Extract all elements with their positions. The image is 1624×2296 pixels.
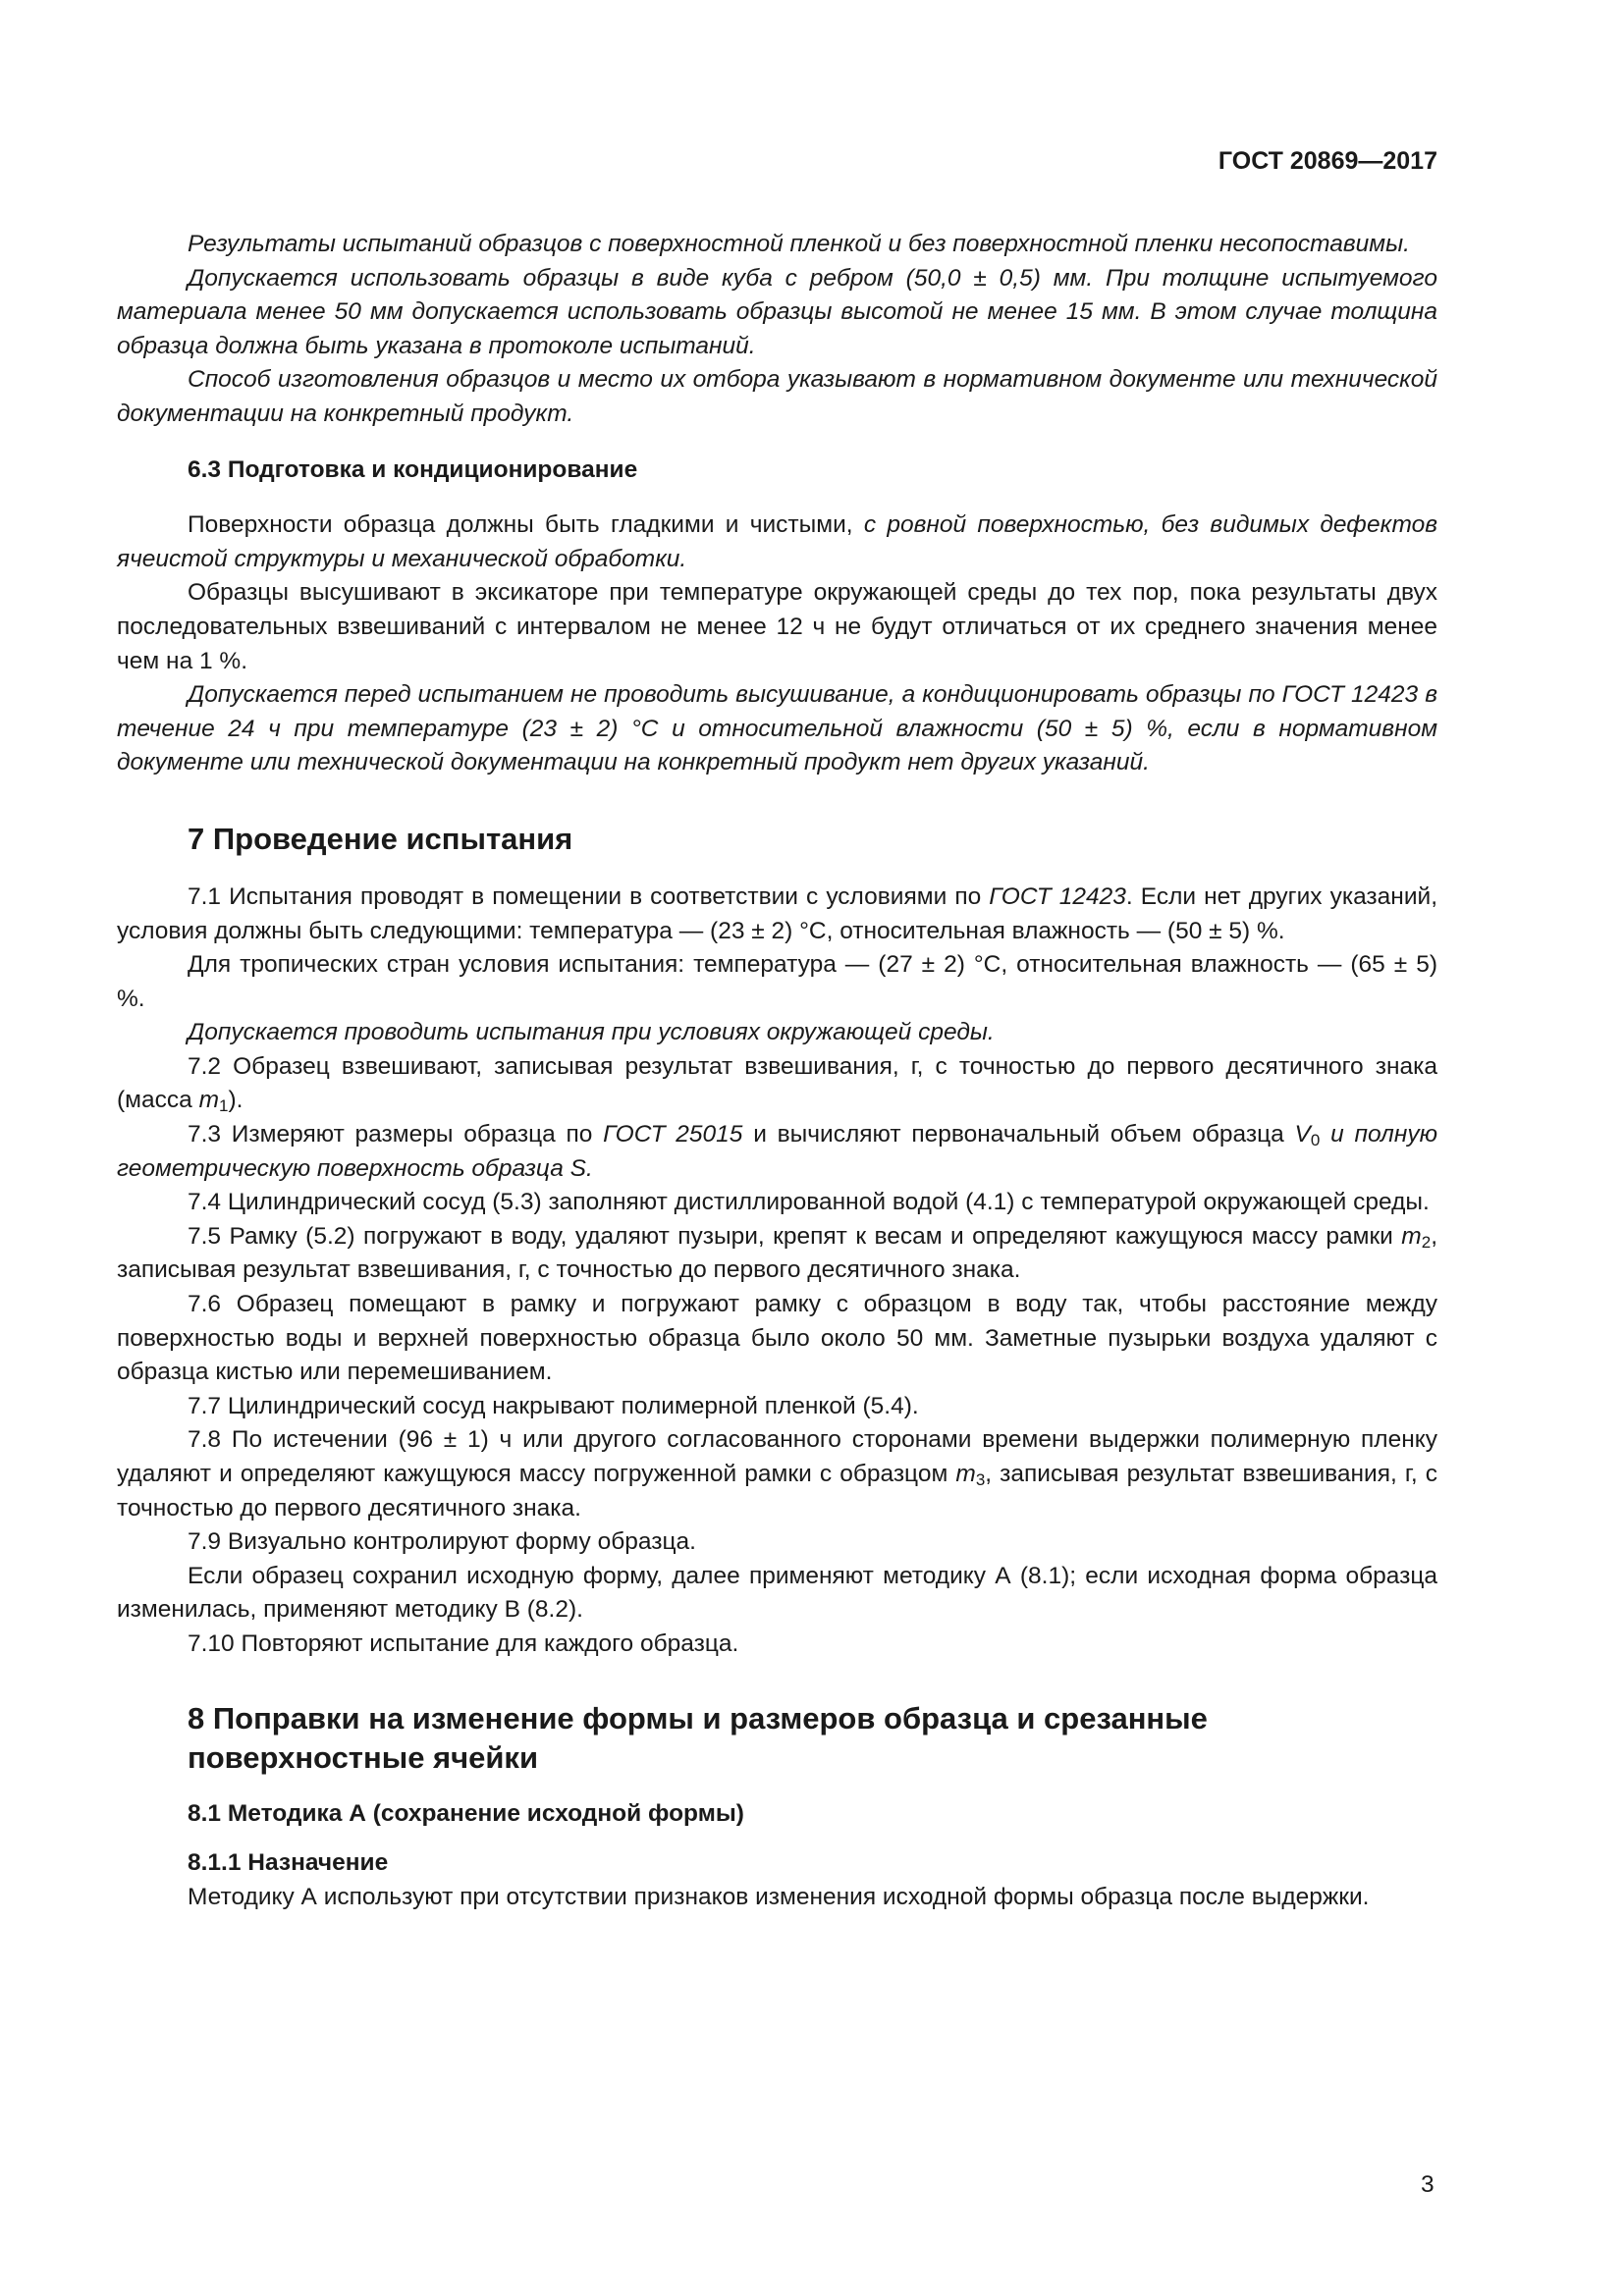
section-heading-7: 7 Проведение испытания bbox=[188, 821, 573, 856]
text-run: ). bbox=[228, 1087, 244, 1114]
symbol-m: m bbox=[198, 1087, 219, 1114]
section-heading-6-3: 6.3 Подготовка и кондиционирование bbox=[188, 455, 638, 483]
section-heading-8-1-1: 8.1.1 Назначение bbox=[188, 1849, 389, 1877]
paragraph bbox=[117, 508, 1437, 576]
text-run: 7.8 По истечении (96 ± 1) ч или другого согласованного сторонами времени выдержки полимерную пленку удаляют и определяют кажущуюся массу погруженной рамки с образцом bbox=[117, 1426, 1437, 1487]
text-run: . Если нет других указаний, условия должны быть следующими: температура — (23 ± 2) °С, относительная влажность — (50 ± 5) %. bbox=[117, 882, 1437, 944]
text-run-italic: и полную геометрическую поверхность образца S. bbox=[117, 1121, 1437, 1182]
section-heading-8-1: 8.1 Методика А (сохранение исходной формы) bbox=[188, 1799, 744, 1827]
paragraph: Способ изготовления образцов и место их отбора указывают в нормативном документе или технической документации на конкретный продукт. bbox=[117, 366, 1437, 427]
symbol-m: m bbox=[955, 1461, 976, 1487]
paragraph-7-6: 7.6 Образец помещают в рамку и погружают рамку с образцом в воду так, чтобы расстояние между поверхностью воды и верхней поверхностью образца было около 50 мм. Заметные пузырьки воздуха удаляют с образца кистью или перемешиванием. bbox=[117, 1291, 1437, 1386]
paragraph-7-7: 7.7 Цилиндрический сосуд накрывают полимерной пленкой (5.4). bbox=[188, 1392, 919, 1419]
document-code: ГОСТ 20869—2017 bbox=[1218, 147, 1437, 175]
subscript: 2 bbox=[1421, 1232, 1432, 1252]
paragraph-7-3 bbox=[117, 1118, 1437, 1186]
text-run: Поверхности образца должны быть гладкими и чистыми, bbox=[188, 511, 864, 539]
paragraph: Образцы высушивают в эксикаторе при температуре окружающей среды до тех пор, пока результаты двух последовательных взвешиваний с интервалом не менее 12 ч не будут отличаться от их среднего значения менее чем на 1 %. bbox=[117, 579, 1437, 674]
text-run-italic: с ровной поверхностью, без видимых дефектов ячеистой структуры и механической обработки. bbox=[117, 511, 1437, 572]
symbol-m: m bbox=[1401, 1222, 1422, 1250]
paragraph-7-8 bbox=[117, 1423, 1437, 1525]
text-run: и вычисляют первоначальный объем образца bbox=[742, 1121, 1295, 1148]
text-run: 7.1 Испытания проводят в помещении в соответствии с условиями по bbox=[188, 882, 990, 910]
subscript: 0 bbox=[1310, 1131, 1321, 1150]
paragraph: Результаты испытаний образцов с поверхностной пленкой и без поверхностной пленки несопоставимы. bbox=[188, 231, 1410, 257]
paragraph: Для тропических стран условия испытания: температура — (27 ± 2) °С, относительная влажность — (65 ± 5) %. bbox=[117, 951, 1437, 1012]
page-number: 3 bbox=[1421, 2171, 1435, 2198]
text-run: 7.5 Рамку (5.2) погружают в воду, удаляют пузыри, крепят к весам и определяют кажущуюся массу рамки bbox=[188, 1222, 1402, 1250]
paragraph-7-5 bbox=[117, 1220, 1437, 1288]
subscript: 1 bbox=[218, 1096, 229, 1116]
page-content bbox=[117, 228, 1437, 1914]
paragraph-7-10: 7.10 Повторяют испытание для каждого образца. bbox=[188, 1629, 739, 1657]
subscript: 3 bbox=[975, 1470, 986, 1489]
paragraph: Если образец сохранил исходную форму, далее применяют методику А (8.1); если исходная форма образца изменилась, применяют методику В (8.2). bbox=[117, 1562, 1437, 1624]
section-heading-8: 8 Поправки на изменение формы и размеров образца и срезанные поверхностные ячейки bbox=[188, 1700, 1208, 1775]
text-run: 7.3 Измеряют размеры образца по bbox=[188, 1121, 604, 1148]
symbol-v: V bbox=[1294, 1121, 1311, 1148]
standard-reference: ГОСТ 25015 bbox=[603, 1121, 743, 1148]
paragraph: Допускается использовать образцы в виде куба с ребром (50,0 ± 0,5) мм. При толщине испытуемого материала менее 50 мм допускается использовать образцы высотой не менее 15 мм. В этом случае толщина образца должна быть указана в протоколе испытаний. bbox=[117, 264, 1437, 359]
paragraph-7-4: 7.4 Цилиндрический сосуд (5.3) заполняют дистиллированной водой (4.1) с температурой окружающей среды. bbox=[188, 1189, 1430, 1216]
text-run: 7.2 Образец взвешивают, записывая результат взвешивания, г, с точностью до первого десятичного знака (масса bbox=[117, 1052, 1437, 1114]
text-run: , записывая результат взвешивания, г, с точностью до первого десятичного знака. bbox=[117, 1461, 1437, 1522]
paragraph: Допускается перед испытанием не проводить высушивание, а кондиционировать образцы по ГОСТ 12423 в течение 24 ч при температуре (23 ± 2) °С и относительной влажности (50 ± 5) %, если в нормативном документе или технической документации на конкретный продукт нет других указаний. bbox=[117, 681, 1437, 776]
paragraph: Методику А используют при отсутствии признаков изменения исходной формы образца после выдержки. bbox=[188, 1883, 1370, 1910]
text-run: , записывая результат взвешивания, г, с точностью до первого десятичного знака. bbox=[117, 1222, 1437, 1284]
paragraph-7-9: 7.9 Визуально контролируют форму образца. bbox=[188, 1528, 696, 1556]
standard-reference: ГОСТ 12423 bbox=[989, 882, 1126, 910]
paragraph: Допускается проводить испытания при условиях окружающей среды. bbox=[188, 1019, 995, 1046]
paragraph-7-2 bbox=[117, 1050, 1437, 1118]
paragraph-7-1 bbox=[117, 881, 1437, 948]
